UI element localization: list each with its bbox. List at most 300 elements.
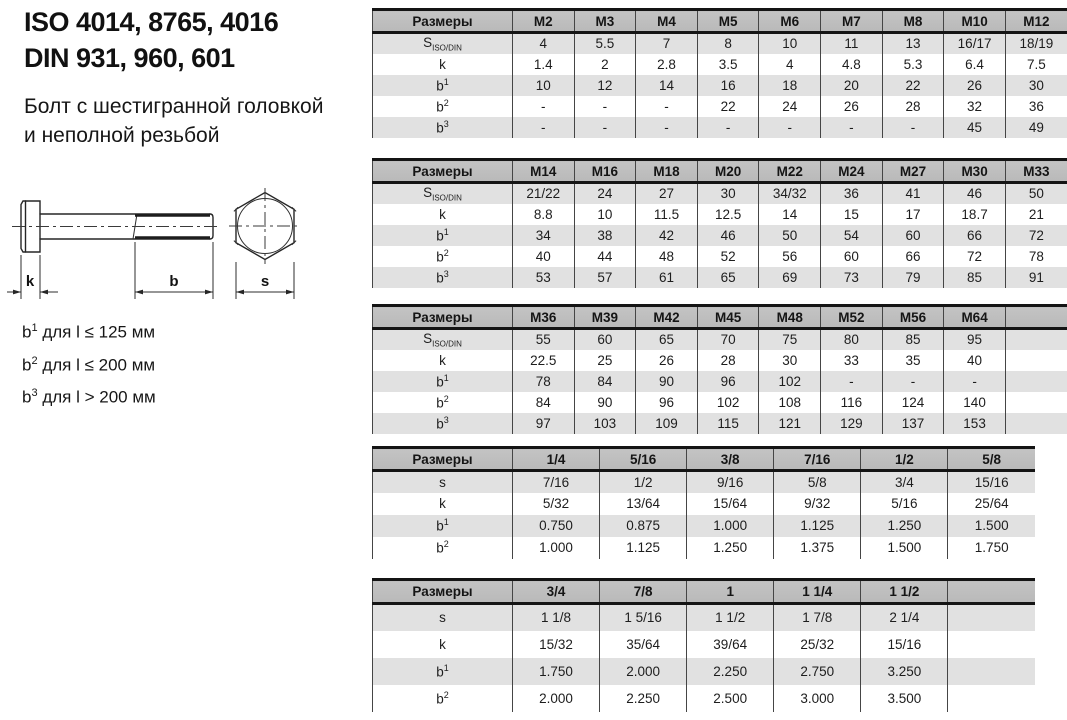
value-cell: 102 [759,371,821,392]
value-cell: 115 [697,413,759,434]
table-row [373,329,1067,350]
column-header: 1 [687,580,774,604]
value-cell: 65 [636,329,698,350]
table-row [373,631,1036,658]
value-cell: - [821,117,883,138]
value-cell: 20 [821,75,883,96]
value-cell: 109 [636,413,698,434]
inch-table-3-4-to-1-1-2 [372,578,1035,712]
column-header [1005,306,1067,329]
value-cell: 121 [759,413,821,434]
value-cell: 1.125 [600,537,687,559]
table-row [373,604,1036,631]
value-cell: 24 [574,183,636,204]
row-label: $S_{ISO/DIN}$ [373,329,513,350]
table-row [373,246,1067,267]
value-cell: 12 [574,75,636,96]
value-cell: 61 [636,267,698,288]
value-cell: 7.5 [1005,54,1067,75]
value-cell: 96 [636,392,698,413]
table-row [373,371,1067,392]
value-cell: 50 [759,225,821,246]
table-row [373,350,1067,371]
value-cell: 18/19 [1005,33,1067,54]
column-header: M52 [821,306,883,329]
row-label: k [373,54,513,75]
column-header: M64 [944,306,1006,329]
bolt-end-view [229,188,301,264]
value-cell: - [697,117,759,138]
value-cell: 2 [574,54,636,75]
value-cell: 72 [944,246,1006,267]
column-header: M20 [697,160,759,183]
dimension-b [135,242,213,299]
value-cell: 97 [513,413,575,434]
value-cell: 91 [1005,267,1067,288]
value-cell: 3.5 [697,54,759,75]
column-header: 5/8 [948,448,1035,471]
value-cell: 2.500 [687,685,774,712]
value-cell: 54 [821,225,883,246]
value-cell: 15/16 [861,631,948,658]
value-cell: 85 [882,329,944,350]
value-cell: 36 [1005,96,1067,117]
inch-table-1-4-to-5-8 [372,446,1035,559]
value-cell: 55 [513,329,575,350]
corner-header: Размеры [373,160,513,183]
value-cell: 25 [574,350,636,371]
column-header: M48 [759,306,821,329]
corner-header: Размеры [373,306,513,329]
table-row [373,413,1067,434]
column-header: 1/2 [861,448,948,471]
value-cell: 18.7 [944,204,1006,225]
table-row [373,117,1067,138]
value-cell: 46 [697,225,759,246]
hex-bolt-technical-drawing [2,185,322,305]
value-cell [1005,350,1067,371]
value-cell: 28 [882,96,944,117]
column-header: M56 [882,306,944,329]
value-cell: 34 [513,225,575,246]
value-cell: 0.875 [600,515,687,537]
column-header: M5 [697,10,759,33]
dim-label-k: k [25,273,35,290]
value-cell: 96 [697,371,759,392]
row-label: k [373,493,513,515]
value-cell: 16 [697,75,759,96]
header-row [373,580,1036,604]
value-cell: 95 [944,329,1006,350]
value-cell: 14 [759,204,821,225]
row-label: $b^2$ [373,537,513,559]
row-label: $S_{ISO/DIN}$ [373,33,513,54]
value-cell: 49 [1005,117,1067,138]
value-cell: 78 [1005,246,1067,267]
value-cell: 36 [821,183,883,204]
column-header: M14 [513,160,575,183]
value-cell: 4 [513,33,575,54]
column-header: M6 [759,10,821,33]
value-cell: 28 [697,350,759,371]
value-cell: 2.250 [600,685,687,712]
column-header: 7/16 [774,448,861,471]
value-cell: 0.750 [513,515,600,537]
value-cell [948,604,1035,631]
value-cell: 56 [759,246,821,267]
value-cell: 1.000 [687,515,774,537]
note-b3: $b^3$ для l > 200 мм [22,387,156,407]
column-header: M36 [513,306,575,329]
column-header: M10 [944,10,1006,33]
value-cell: 65 [697,267,759,288]
value-cell: 1 1/2 [687,604,774,631]
value-cell: 6.4 [944,54,1006,75]
value-cell: 2 1/4 [861,604,948,631]
value-cell: 5.3 [882,54,944,75]
value-cell: 70 [697,329,759,350]
corner-header: Размеры [373,448,513,471]
note-b2: $b^2$ для l ≤ 200 мм [22,354,156,375]
value-cell: 3.250 [861,658,948,685]
value-cell: 25/32 [774,631,861,658]
column-header: M12 [1005,10,1067,33]
row-label: $b^2$ [373,685,513,712]
value-cell: - [636,117,698,138]
value-cell: 38 [574,225,636,246]
value-cell: 17 [882,204,944,225]
value-cell: 22 [882,75,944,96]
column-header: 1 1/2 [861,580,948,604]
value-cell: 140 [944,392,1006,413]
value-cell: - [944,371,1006,392]
column-header: M42 [636,306,698,329]
value-cell: 25/64 [948,493,1035,515]
value-cell: 66 [882,246,944,267]
value-cell: 50 [1005,183,1067,204]
value-cell: 2.000 [600,658,687,685]
value-cell: 72 [1005,225,1067,246]
value-cell: 34/32 [759,183,821,204]
dim-label-b: b [169,273,179,290]
value-cell: 4.8 [821,54,883,75]
value-cell [1005,392,1067,413]
value-cell: 9/32 [774,493,861,515]
value-cell: 1.750 [513,658,600,685]
value-cell: - [513,96,575,117]
value-cell: - [574,117,636,138]
value-cell: 45 [944,117,1006,138]
table-row [373,471,1036,493]
title-din: DIN 931, 960, 601 [24,43,235,73]
value-cell: 22 [697,96,759,117]
value-cell: 30 [759,350,821,371]
column-header: 1 1/4 [774,580,861,604]
value-cell: 2.250 [687,658,774,685]
value-cell: 41 [882,183,944,204]
value-cell: 11.5 [636,204,698,225]
value-cell: 1 1/8 [513,604,600,631]
metric-table-m36-m64 [372,304,1067,434]
table-row [373,685,1036,712]
value-cell: 1.750 [948,537,1035,559]
value-cell: 22.5 [513,350,575,371]
value-cell: 27 [636,183,698,204]
value-cell: 30 [1005,75,1067,96]
value-cell: - [513,117,575,138]
value-cell: - [882,371,944,392]
dim-label-s: s [260,273,270,290]
value-cell: 108 [759,392,821,413]
value-cell: 1 5/16 [600,604,687,631]
value-cell: 1.250 [861,515,948,537]
header-row [373,306,1067,329]
row-label: k [373,350,513,371]
page-subtitle [24,92,323,150]
column-header: M39 [574,306,636,329]
row-label: s [373,471,513,493]
value-cell: 2.8 [636,54,698,75]
title-iso: ISO 4014, 8765, 4016 [24,7,279,37]
table-row [373,537,1036,559]
table-row [373,204,1067,225]
value-cell: 75 [759,329,821,350]
row-label: $b^3$ [373,413,513,434]
value-cell: 15/32 [513,631,600,658]
header-row [373,10,1067,33]
row-label: $b^2$ [373,246,513,267]
subtitle-line2: и неполной резьбой [24,124,220,147]
metric-table-m14-m33 [372,158,1067,288]
metric-table-m2-m12 [372,8,1067,138]
table-row [373,267,1067,288]
column-header: M27 [882,160,944,183]
value-cell: 1.000 [513,537,600,559]
value-cell [948,631,1035,658]
value-cell: 66 [944,225,1006,246]
value-cell: 40 [513,246,575,267]
value-cell: 5/32 [513,493,600,515]
value-cell: 4 [759,54,821,75]
value-cell: 78 [513,371,575,392]
value-cell: 84 [513,392,575,413]
row-label: $b^1$ [373,515,513,537]
column-header: M45 [697,306,759,329]
value-cell: 116 [821,392,883,413]
column-header: M22 [759,160,821,183]
value-cell: 33 [821,350,883,371]
corner-header: Размеры [373,580,513,604]
value-cell: 85 [944,267,1006,288]
value-cell: 21/22 [513,183,575,204]
value-cell: 35/64 [600,631,687,658]
value-cell: 18 [759,75,821,96]
value-cell: 15/64 [687,493,774,515]
value-cell: 60 [882,225,944,246]
value-cell: 35 [882,350,944,371]
column-header: M33 [1005,160,1067,183]
column-header: 3/8 [687,448,774,471]
value-cell: 10 [759,33,821,54]
value-cell: 26 [821,96,883,117]
value-cell: 1 7/8 [774,604,861,631]
row-label: $b^1$ [373,371,513,392]
value-cell: 73 [821,267,883,288]
row-label: k [373,204,513,225]
row-label: $b^2$ [373,392,513,413]
value-cell [1005,413,1067,434]
corner-header: Размеры [373,10,513,33]
value-cell: 5.5 [574,33,636,54]
table-row [373,658,1036,685]
table-row [373,183,1067,204]
column-header: M2 [513,10,575,33]
value-cell: 46 [944,183,1006,204]
row-label: $b^3$ [373,267,513,288]
value-cell: 57 [574,267,636,288]
column-header [948,580,1035,604]
column-header: 7/8 [600,580,687,604]
value-cell: 79 [882,267,944,288]
value-cell: 3/4 [861,471,948,493]
column-header: M24 [821,160,883,183]
value-cell: - [636,96,698,117]
row-label: $b^2$ [373,96,513,117]
value-cell: 10 [574,204,636,225]
value-cell: 24 [759,96,821,117]
column-header: M16 [574,160,636,183]
table-row [373,75,1067,96]
left-panel [0,0,368,720]
tables-panel [372,0,1067,720]
value-cell: 60 [821,246,883,267]
value-cell: 1.250 [687,537,774,559]
value-cell: 3.500 [861,685,948,712]
table-row [373,54,1067,75]
value-cell: 1.125 [774,515,861,537]
table-row [373,493,1036,515]
value-cell: 13/64 [600,493,687,515]
value-cell: 1.500 [948,515,1035,537]
value-cell: 48 [636,246,698,267]
table-row [373,225,1067,246]
value-cell: 13 [882,33,944,54]
value-cell: 102 [697,392,759,413]
value-cell: 1.375 [774,537,861,559]
value-cell: 2.000 [513,685,600,712]
value-cell: - [821,371,883,392]
header-row [373,160,1067,183]
value-cell: 60 [574,329,636,350]
value-cell: - [574,96,636,117]
row-label: $S_{ISO/DIN}$ [373,183,513,204]
value-cell [948,658,1035,685]
value-cell: - [759,117,821,138]
value-cell: 15/16 [948,471,1035,493]
row-label: k [373,631,513,658]
value-cell: 1.500 [861,537,948,559]
column-header: 5/16 [600,448,687,471]
value-cell: 2.750 [774,658,861,685]
row-label: $b^1$ [373,658,513,685]
value-cell: 1.4 [513,54,575,75]
row-label: s [373,604,513,631]
thread-length-notes [22,314,156,412]
value-cell: 5/8 [774,471,861,493]
table-row [373,392,1067,413]
value-cell: 84 [574,371,636,392]
note-b1: $b^1$ для l ≤ 125 мм [22,322,156,342]
value-cell [1005,329,1067,350]
value-cell: - [882,117,944,138]
row-label: $b^1$ [373,225,513,246]
value-cell: 124 [882,392,944,413]
value-cell: 1/2 [600,471,687,493]
value-cell: 30 [697,183,759,204]
value-cell: 129 [821,413,883,434]
subtitle-line1: Болт с шестигранной головкой [24,95,324,118]
value-cell: 42 [636,225,698,246]
value-cell [1005,371,1067,392]
table-row [373,515,1036,537]
value-cell: 39/64 [687,631,774,658]
value-cell: 153 [944,413,1006,434]
value-cell: 90 [574,392,636,413]
value-cell [948,685,1035,712]
value-cell: 137 [882,413,944,434]
value-cell: 26 [944,75,1006,96]
value-cell: 9/16 [687,471,774,493]
column-header: M30 [944,160,1006,183]
column-header: 3/4 [513,580,600,604]
column-header: M7 [821,10,883,33]
value-cell: 5/16 [861,493,948,515]
value-cell: 21 [1005,204,1067,225]
value-cell: 15 [821,204,883,225]
row-label: $b^1$ [373,75,513,96]
value-cell: 3.000 [774,685,861,712]
value-cell: 10 [513,75,575,96]
value-cell: 26 [636,350,698,371]
value-cell: 7 [636,33,698,54]
bolt-side-view [12,201,220,252]
value-cell: 53 [513,267,575,288]
dimension-k [7,255,58,299]
value-cell: 8.8 [513,204,575,225]
value-cell: 40 [944,350,1006,371]
value-cell: 16/17 [944,33,1006,54]
value-cell: 103 [574,413,636,434]
dimension-s [236,262,294,299]
row-label: $b^3$ [373,117,513,138]
page-title [24,4,278,76]
value-cell: 44 [574,246,636,267]
value-cell: 80 [821,329,883,350]
value-cell: 69 [759,267,821,288]
value-cell: 11 [821,33,883,54]
value-cell: 14 [636,75,698,96]
column-header: M8 [882,10,944,33]
value-cell: 52 [697,246,759,267]
value-cell: 12.5 [697,204,759,225]
value-cell: 90 [636,371,698,392]
header-row [373,448,1036,471]
table-row [373,33,1067,54]
value-cell: 32 [944,96,1006,117]
value-cell: 8 [697,33,759,54]
table-row [373,96,1067,117]
column-header: M18 [636,160,698,183]
